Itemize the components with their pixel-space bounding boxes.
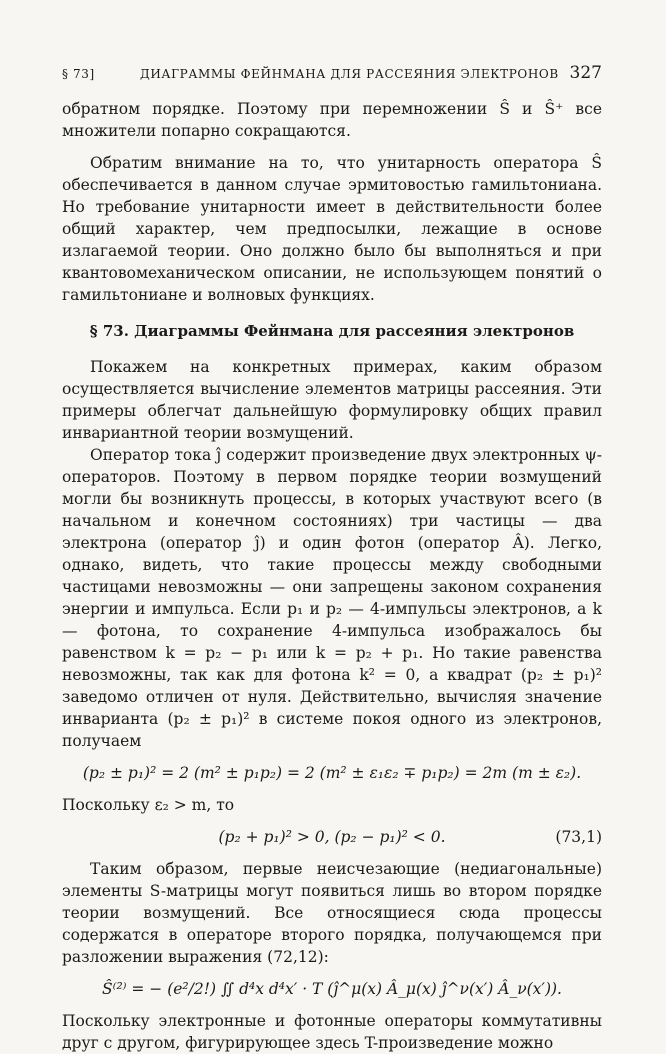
equation-s2-operator: Ŝ⁽²⁾ = − (e²/2!) ∬ d⁴x d⁴x′ · T (ĵ^μ(x) Â_μ(x) ĵ^ν(x′) Â_ν(x′)). <box>102 980 562 998</box>
paragraph-6: Таким образом, первые неисчезающие (недиагональные) элементы S-матрицы могут появиться лишь во втором порядке теории возмущений. Все относящиеся сюда процессы содержатся в операторе второго порядка, получающемся при разложении выражения (72,12): <box>62 860 602 966</box>
page-body <box>62 98 602 1054</box>
equation-73-1-body: (p₂ + p₁)² > 0, (p₂ − p₁)² < 0. <box>218 828 446 846</box>
page-number: 327 <box>569 63 602 83</box>
equation-invariant: (p₂ ± p₁)² = 2 (m² ± p₁p₂) = 2 (m² ± ε₁ε₂ ∓ p₁p₂) = 2m (m ± ε₂). <box>82 764 582 782</box>
paragraph-5: Поскольку ε₂ > m, то <box>62 796 235 814</box>
paragraph-4: Оператор тока ĵ содержит произведение двух электронных ψ-операторов. Поэтому в первом порядке теории возмущений могли бы возникнуть процессы, в которых участвуют всего (в начальном и конечном состояниях) три частицы — два электрона (оператор ĵ) и один фотон (оператор Â). Легко, однако, видеть, что такие процессы между свободными частицами невозможны — они запрещены законом сохранения энергии и импульса. Если p₁ и p₂ — 4-импульсы электронов, а k — фотона, то сохранение 4-импульса изображалось бы равенством k = p₂ − p₁ или k = p₂ + p₁. Но такие равенства невозможны, так как для фотона k² = 0, а квадрат (p₂ ± p₁)² заведомо отличен от нуля. Действительно, вычисляя значение инварианта (p₂ ± p₁)² в системе покоя одного из электронов, получаем <box>62 446 602 750</box>
paragraph-2: Обратим внимание на то, что унитарность оператора Ŝ обеспечивается в данном случае эрмитовостью гамильтониана. Но требование унитарности имеет в действительности более общий характер, чем предпосылки, лежащие в основе излагаемой теории. Оно должно было бы выполняться и при квантовомеханическом описании, не использующем понятий о гамильтониане и волновых функциях. <box>62 154 602 304</box>
running-header <box>62 63 602 85</box>
equation-73-1 <box>62 826 602 848</box>
equation-number: (73,1) <box>555 828 602 846</box>
paragraph-7: Поскольку электронные и фотонные операторы коммутативны друг с другом, фигурирующее здесь T-произведение можно <box>62 1012 602 1052</box>
header-title: ДИАГРАММЫ ФЕЙНМАНА ДЛЯ РАССЕЯНИЯ ЭЛЕКТРОНОВ <box>140 67 559 81</box>
paragraph-1: обратном порядке. Поэтому при перемножении Ŝ и Ŝ⁺ все множители попарно сокращаются. <box>62 100 602 140</box>
paragraph-3: Покажем на конкретных примерах, каким образом осуществляется вычисление элементов матрицы рассеяния. Эти примеры облегчат дальнейшую формулировку общих правил инвариантной теории возмущений. <box>62 358 602 442</box>
section-heading: § 73. Диаграммы Фейнмана для рассеяния электронов <box>89 322 575 340</box>
header-section-ref: § 73] <box>62 67 95 81</box>
